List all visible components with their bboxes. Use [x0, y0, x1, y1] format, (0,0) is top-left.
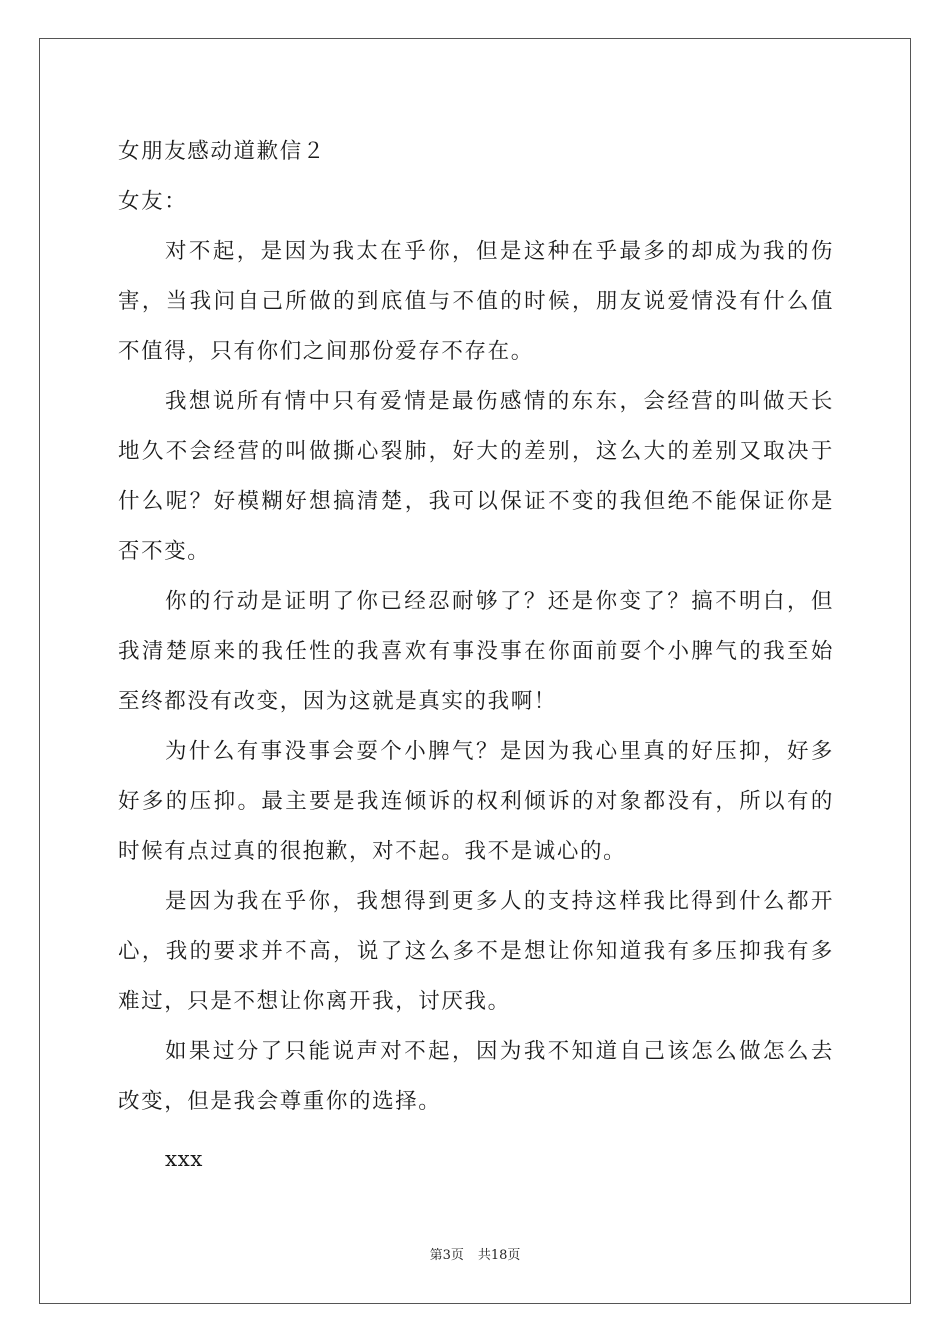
page-footer	[0, 1244, 950, 1263]
page-total: 共18页	[477, 1248, 521, 1263]
letter-body	[118, 127, 834, 1185]
paragraph-1: 对不起，是因为我太在乎你，但是这种在乎最多的却成为我的伤害，当我问自己所做的到底值与不值的时候，朋友说爱情没有什么值不值得，只有你们之间那份爱存不存在。	[118, 239, 834, 364]
signature: xxx	[165, 1147, 203, 1172]
paragraph-5: 是因为我在乎你，我想得到更多人的支持这样我比得到什么都开心，我的要求并不高，说了这么多不是想让你知道我有多压抑我有多难过，只是不想让你离开我，讨厌我。	[118, 889, 834, 1014]
paragraph-3: 你的行动是证明了你已经忍耐够了？还是你变了？搞不明白，但我清楚原来的我任性的我喜欢有事没事在你面前耍个小脾气的我至始至终都没有改变，因为这就是真实的我啊！	[118, 589, 834, 714]
page-number: 第3页	[429, 1248, 464, 1263]
letter-title: 女朋友感动道歉信２	[118, 139, 326, 164]
salutation: 女友：	[118, 189, 188, 214]
paragraph-2: 我想说所有情中只有爱情是最伤感情的东东，会经营的叫做天长地久不会经营的叫做撕心裂肺，好大的差别，这么大的差别又取决于什么呢？好模糊好想搞清楚，我可以保证不变的我但绝不能保证你是否不变。	[118, 389, 834, 564]
paragraph-4: 为什么有事没事会耍个小脾气？是因为我心里真的好压抑，好多好多的压抑。最主要是我连倾诉的权利倾诉的对象都没有，所以有的时候有点过真的很抱歉，对不起。我不是诚心的。	[118, 739, 834, 864]
paragraph-6: 如果过分了只能说声对不起，因为我不知道自己该怎么做怎么去改变，但是我会尊重你的选择。	[118, 1039, 834, 1114]
